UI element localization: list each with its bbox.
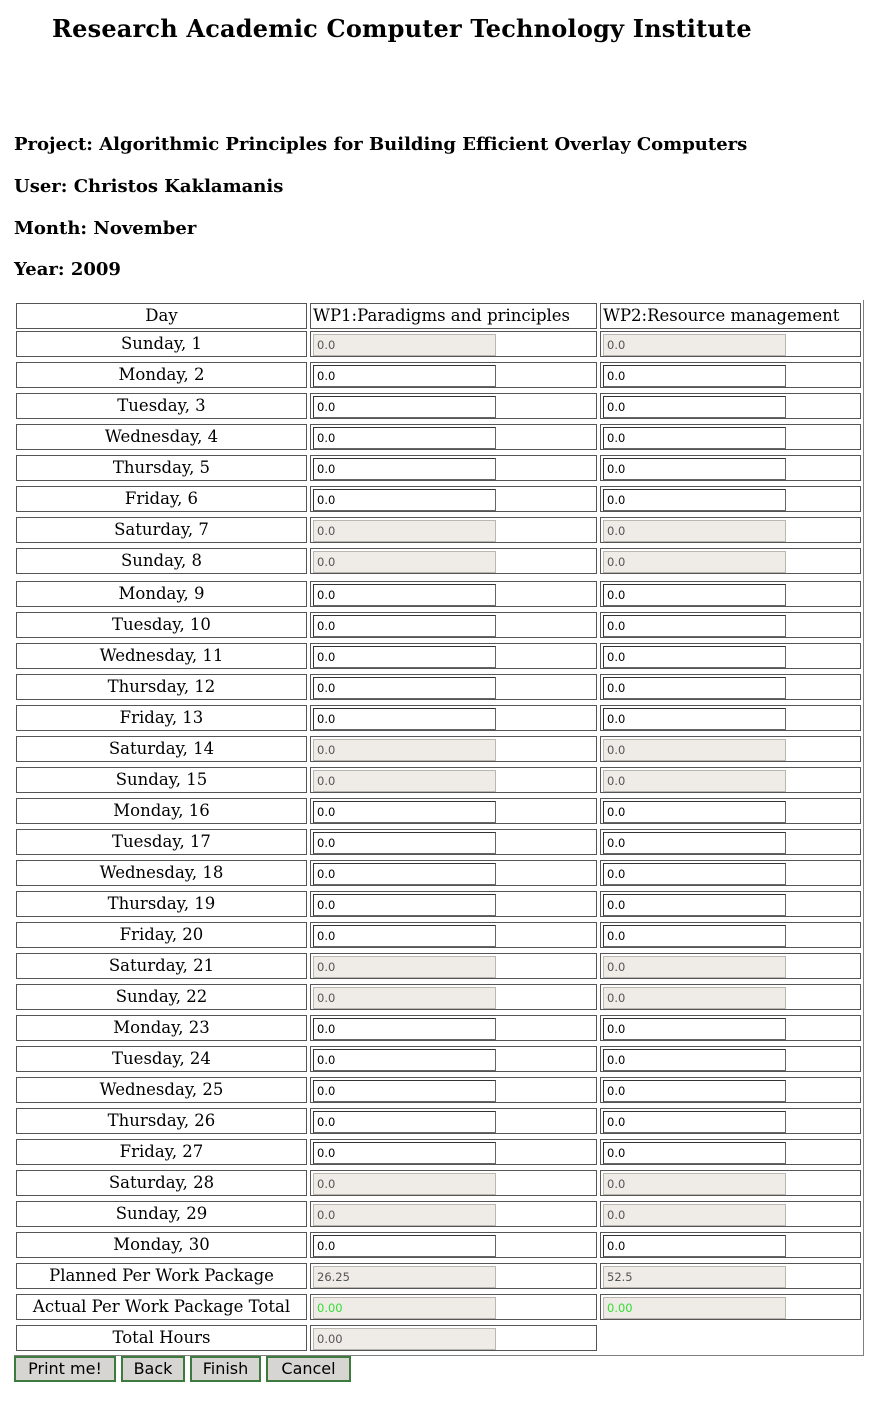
wp2-cell — [600, 612, 861, 638]
header-day: Day — [16, 303, 307, 329]
month-line — [14, 218, 196, 239]
wp2-cell — [600, 548, 861, 574]
wp2-input — [603, 987, 786, 1009]
wp2-cell — [600, 1077, 861, 1103]
wp1-cell — [310, 674, 597, 700]
wp1-cell — [310, 953, 597, 979]
wp1-cell — [310, 517, 597, 543]
wp2-input[interactable] — [603, 863, 786, 885]
wp1-input[interactable] — [313, 1235, 496, 1257]
wp1-cell — [310, 922, 597, 948]
project-name: Algorithmic Principles for Building Efficient Overlay Computers — [99, 134, 748, 155]
wp1-cell — [310, 829, 597, 855]
day-label: Wednesday, 25 — [16, 1077, 307, 1103]
day-label: Monday, 9 — [16, 581, 307, 607]
wp2-input[interactable] — [603, 365, 786, 387]
wp1-input[interactable] — [313, 1111, 496, 1133]
wp2-cell — [600, 674, 861, 700]
back-button[interactable]: Back — [121, 1356, 185, 1382]
project-line — [14, 134, 747, 155]
wp2-cell — [600, 1170, 861, 1196]
wp1-input[interactable] — [313, 1080, 496, 1102]
total-hours-cell — [310, 1325, 597, 1351]
header-wp1: WP1:Paradigms and principles — [310, 303, 597, 329]
year-line — [14, 259, 121, 280]
wp2-input[interactable] — [603, 1111, 786, 1133]
day-label: Sunday, 22 — [16, 984, 307, 1010]
wp2-input — [603, 956, 786, 978]
day-label: Monday, 23 — [16, 1015, 307, 1041]
wp1-cell — [310, 455, 597, 481]
wp2-input[interactable] — [603, 1049, 786, 1071]
wp2-cell — [600, 891, 861, 917]
year-label: Year: — [14, 259, 65, 280]
day-label: Saturday, 14 — [16, 736, 307, 762]
month-label: Month: — [14, 218, 88, 239]
planned-wp2-cell — [600, 1263, 861, 1289]
actual-wp1-input — [313, 1297, 496, 1319]
finish-button[interactable]: Finish — [190, 1356, 261, 1382]
wp1-input — [313, 956, 496, 978]
wp1-input — [313, 987, 496, 1009]
wp2-cell — [600, 1046, 861, 1072]
day-label: Tuesday, 10 — [16, 612, 307, 638]
institute-title: Research Academic Computer Technology Institute — [52, 14, 752, 43]
wp1-cell — [310, 1046, 597, 1072]
wp1-cell — [310, 548, 597, 574]
wp2-cell — [600, 736, 861, 762]
day-label: Tuesday, 3 — [16, 393, 307, 419]
wp2-input — [603, 551, 786, 573]
wp2-cell — [600, 581, 861, 607]
wp2-cell — [600, 517, 861, 543]
wp1-input — [313, 551, 496, 573]
day-label: Thursday, 12 — [16, 674, 307, 700]
wp1-input[interactable] — [313, 1142, 496, 1164]
day-label: Thursday, 5 — [16, 455, 307, 481]
wp1-cell — [310, 1139, 597, 1165]
day-label: Saturday, 21 — [16, 953, 307, 979]
wp2-input[interactable] — [603, 458, 786, 480]
user-line — [14, 176, 283, 197]
wp2-cell — [600, 455, 861, 481]
wp2-cell — [600, 362, 861, 388]
day-label: Saturday, 28 — [16, 1170, 307, 1196]
actual-wp1-cell — [310, 1294, 597, 1320]
wp2-input[interactable] — [603, 584, 786, 606]
wp2-cell — [600, 829, 861, 855]
wp1-cell — [310, 424, 597, 450]
wp1-cell — [310, 860, 597, 886]
wp2-cell — [600, 705, 861, 731]
wp2-input[interactable] — [603, 832, 786, 854]
wp2-cell — [600, 922, 861, 948]
day-label: Friday, 13 — [16, 705, 307, 731]
wp1-cell — [310, 393, 597, 419]
wp1-cell — [310, 1077, 597, 1103]
wp1-input[interactable] — [313, 396, 496, 418]
wp2-cell — [600, 1108, 861, 1134]
wp1-input[interactable] — [313, 615, 496, 637]
wp1-input[interactable] — [313, 365, 496, 387]
wp2-input[interactable] — [603, 925, 786, 947]
day-label: Monday, 2 — [16, 362, 307, 388]
wp2-cell — [600, 767, 861, 793]
wp2-input[interactable] — [603, 646, 786, 668]
wp1-input[interactable] — [313, 1018, 496, 1040]
wp1-input — [313, 1173, 496, 1195]
wp2-input[interactable] — [603, 1018, 786, 1040]
wp2-input[interactable] — [603, 801, 786, 823]
wp2-input — [603, 520, 786, 542]
wp2-input[interactable] — [603, 1235, 786, 1257]
day-label: Tuesday, 24 — [16, 1046, 307, 1072]
wp1-cell — [310, 362, 597, 388]
wp1-cell — [310, 1015, 597, 1041]
planned-wp1-cell — [310, 1263, 597, 1289]
wp1-input[interactable] — [313, 801, 496, 823]
wp1-cell — [310, 891, 597, 917]
wp2-input[interactable] — [603, 894, 786, 916]
wp1-input[interactable] — [313, 427, 496, 449]
wp2-input — [603, 770, 786, 792]
wp1-cell — [310, 1170, 597, 1196]
wp2-cell — [600, 643, 861, 669]
wp2-input[interactable] — [603, 708, 786, 730]
day-label: Friday, 27 — [16, 1139, 307, 1165]
wp2-cell — [600, 1139, 861, 1165]
user-label: User: — [14, 176, 68, 197]
cancel-button[interactable]: Cancel — [266, 1356, 351, 1382]
wp2-cell — [600, 798, 861, 824]
wp2-cell — [600, 984, 861, 1010]
actual-wp2-input — [603, 1297, 786, 1319]
wp1-input[interactable] — [313, 708, 496, 730]
wp2-cell — [600, 953, 861, 979]
month-value: November — [93, 218, 197, 239]
wp1-input[interactable] — [313, 646, 496, 668]
wp1-cell — [310, 984, 597, 1010]
wp1-input[interactable] — [313, 925, 496, 947]
day-label: Wednesday, 11 — [16, 643, 307, 669]
wp2-input[interactable] — [603, 677, 786, 699]
total-hours-input — [313, 1328, 496, 1350]
wp2-input — [603, 1173, 786, 1195]
wp1-input[interactable] — [313, 677, 496, 699]
wp1-cell — [310, 486, 597, 512]
wp2-input — [603, 739, 786, 761]
wp1-cell — [310, 581, 597, 607]
day-label: Friday, 6 — [16, 486, 307, 512]
wp1-input[interactable] — [313, 863, 496, 885]
day-label: Tuesday, 17 — [16, 829, 307, 855]
planned-label: Planned Per Work Package — [16, 1263, 307, 1289]
day-label: Friday, 20 — [16, 922, 307, 948]
wp2-cell — [600, 1015, 861, 1041]
day-label: Thursday, 19 — [16, 891, 307, 917]
wp1-input[interactable] — [313, 489, 496, 511]
wp2-input[interactable] — [603, 396, 786, 418]
wp1-cell — [310, 331, 597, 357]
wp2-input[interactable] — [603, 1080, 786, 1102]
wp2-input[interactable] — [603, 1142, 786, 1164]
wp2-cell — [600, 331, 861, 357]
wp2-cell — [600, 1232, 861, 1258]
wp2-input[interactable] — [603, 489, 786, 511]
wp1-input[interactable] — [313, 832, 496, 854]
wp2-cell — [600, 424, 861, 450]
user-name: Christos Kaklamanis — [73, 176, 284, 197]
wp1-cell — [310, 1201, 597, 1227]
wp1-input — [313, 739, 496, 761]
day-label: Sunday, 8 — [16, 548, 307, 574]
wp1-input — [313, 334, 496, 356]
planned-wp1-input — [313, 1266, 496, 1288]
wp1-cell — [310, 736, 597, 762]
wp1-cell — [310, 767, 597, 793]
wp1-input[interactable] — [313, 584, 496, 606]
wp1-input — [313, 770, 496, 792]
wp1-cell — [310, 1232, 597, 1258]
wp1-cell — [310, 612, 597, 638]
header-wp2: WP2:Resource management — [600, 303, 861, 329]
wp1-input — [313, 1204, 496, 1226]
wp2-input — [603, 1204, 786, 1226]
wp1-cell — [310, 798, 597, 824]
wp2-cell — [600, 393, 861, 419]
wp1-cell — [310, 1108, 597, 1134]
planned-wp2-input — [603, 1266, 786, 1288]
project-label: Project: — [14, 134, 93, 155]
wp2-input[interactable] — [603, 615, 786, 637]
wp2-input[interactable] — [603, 427, 786, 449]
day-label: Monday, 16 — [16, 798, 307, 824]
timesheet-table — [14, 300, 864, 1356]
day-label: Monday, 30 — [16, 1232, 307, 1258]
wp2-input — [603, 334, 786, 356]
day-label: Wednesday, 4 — [16, 424, 307, 450]
wp2-cell — [600, 486, 861, 512]
total-label: Total Hours — [16, 1325, 307, 1351]
wp1-cell — [310, 643, 597, 669]
day-label: Thursday, 26 — [16, 1108, 307, 1134]
wp1-input[interactable] — [313, 458, 496, 480]
wp1-cell — [310, 705, 597, 731]
wp1-input[interactable] — [313, 894, 496, 916]
day-label: Sunday, 29 — [16, 1201, 307, 1227]
actual-label: Actual Per Work Package Total — [16, 1294, 307, 1320]
wp1-input[interactable] — [313, 1049, 496, 1071]
print-button[interactable]: Print me! — [14, 1356, 116, 1382]
day-label: Sunday, 15 — [16, 767, 307, 793]
actual-wp2-cell — [600, 1294, 861, 1320]
wp2-cell — [600, 860, 861, 886]
day-label: Sunday, 1 — [16, 331, 307, 357]
year-value: 2009 — [70, 259, 121, 280]
day-label: Wednesday, 18 — [16, 860, 307, 886]
wp1-input — [313, 520, 496, 542]
day-label: Saturday, 7 — [16, 517, 307, 543]
wp2-cell — [600, 1201, 861, 1227]
